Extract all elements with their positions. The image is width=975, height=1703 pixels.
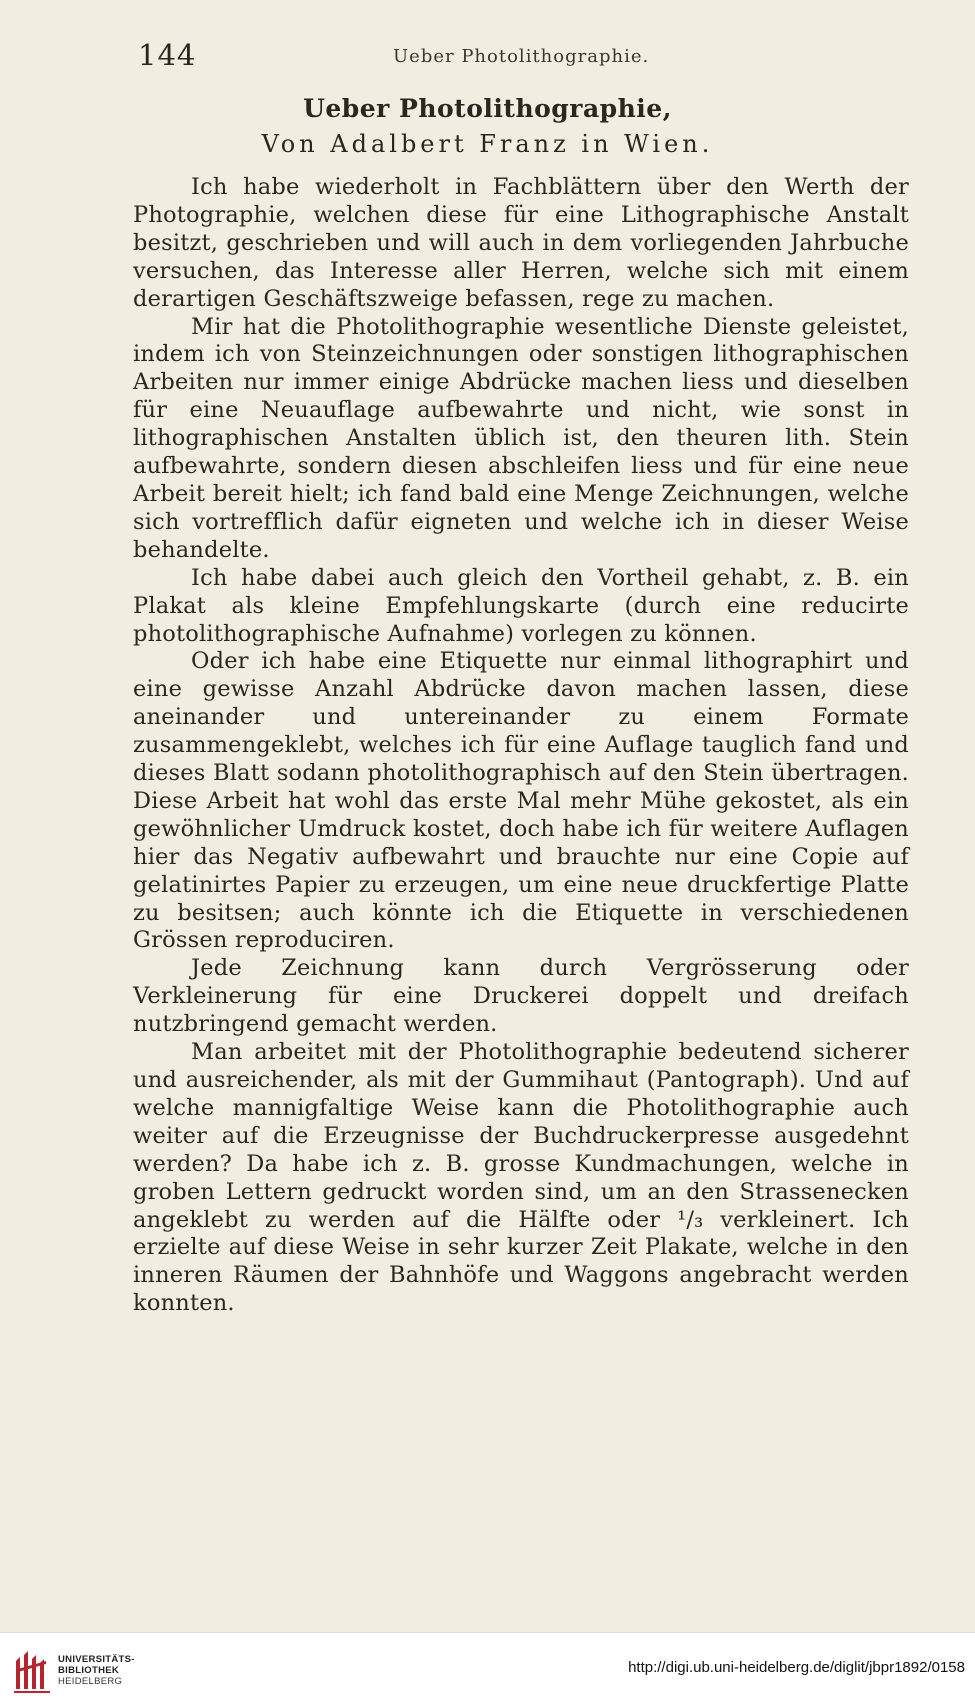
article-title: Ueber Photolithographie, [303,94,672,123]
library-footer [0,1632,975,1703]
library-name-line: BIBLIOTHEK [58,1665,120,1676]
heidelberg-library-logo-icon [10,1649,56,1695]
article-byline: Von Adalbert Franz in Wien. [261,130,714,158]
paragraph: Jede Zeichnung kann durch Vergrösserung oder Verkleinerung für eine Druckerei doppelt und dreifach nutzbringend gemacht werden. [133,955,909,1038]
library-name [58,1654,135,1687]
paragraph: Man arbeitet mit der Photolithographie bedeutend sicherer und ausreichender, als mit der Gummihaut (Pantograph). Und auf welche mannigfaltige Weise kann die Photolithographie auch weiter auf die Erzeugnisse der Buchdruckerpresse ausgedehnt werden? Da habe ich z. B. grosse Kundmachungen, welche in groben Lettern gedruckt worden sind, um an den Strassenecken angeklebt zu werden auf die Hälfte oder ¹/₃ verkleinert. Ich erzielte auf diese Weise in sehr kurzer Zeit Plakate, welche in den inneren Räumen der Bahnhöfe und Waggons angebracht werden konnten. [133,1039,909,1317]
paragraph: Ich habe dabei auch gleich den Vortheil gehabt, z. B. ein Plakat als kleine Empfehlungskarte (durch eine reducirte photolithographische Aufnahme) vorlegen zu können. [133,564,909,647]
library-name-line: HEIDELBERG [58,1676,123,1687]
running-title: Ueber Photolithographie. [393,46,650,67]
paragraph: Ich habe wiederholt in Fachblättern über den Werth der Photographie, welchen diese für eine Lithographische Anstalt besitzt, geschrieben und will auch in dem vorliegenden Jahrbuche versuchen, das Interesse aller Herren, welche sich mit einem derartigen Geschäftszweige befassen, rege zu machen. [133,174,909,312]
permalink-url[interactable]: http://digi.ub.uni-heidelberg.de/diglit/jbpr1892/0158 [628,1659,965,1676]
running-head [138,38,908,78]
page-number: 144 [138,38,197,72]
paragraph: Oder ich habe eine Etiquette nur einmal lithographirt und eine gewisse Anzahl Abdrücke davon machen lassen, diese aneinander und untereinander zu einem Formate zusammengeklebt, welches ich für eine Auflage tauglich fand und dieses Blatt sodann photolithographisch auf den Stein übertragen. Diese Arbeit hat wohl das erste Mal mehr Mühe gekostet, als ein gewöhnlicher Umdruck kostet, doch habe ich für weitere Auflagen hier das Negativ aufbewahrt und brauchte nur eine Copie auf gelatinirtes Papier zu erzeugen, um eine neue druckfertige Platte zu besitsen; auch könnte ich die Etiquette in verschiedenen Grössen reproduciren. [133,648,909,954]
paragraph: Mir hat die Photolithographie wesentliche Dienste geleistet, indem ich von Steinzeichnungen oder sonstigen lithographischen Arbeiten nur immer einige Abdrücke machen liess und dieselben für eine Neuauflage aufbewahrte und nicht, wie sonst in lithographischen Anstalten üblich ist, den theuren lith. Stein aufbewahrte, sondern diesen abschleifen liess und für eine neue Arbeit bereit hielt; ich fand bald eine Menge Zeichnungen, welche sich vortrefflich dafür eigneten und welche ich in dieser Weise behandelte. [133,313,909,563]
library-name-line: UNIVERSITÄTS- [58,1654,135,1665]
article-body [133,174,909,1318]
